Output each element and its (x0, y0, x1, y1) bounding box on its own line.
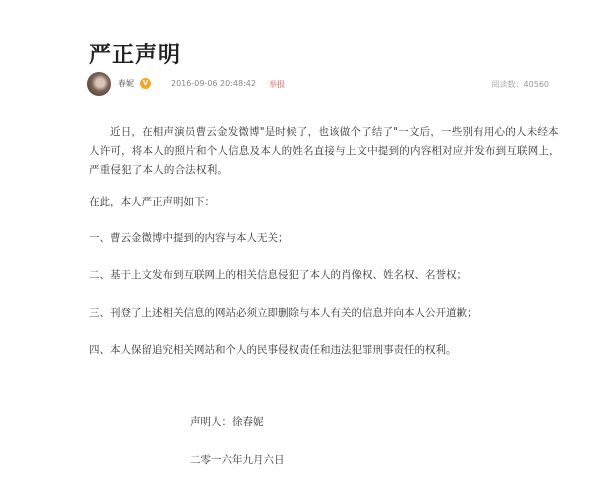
article-title: 严正声明 (89, 43, 182, 68)
author-name[interactable]: 春妮 (118, 79, 134, 88)
read-count: 阅读数：40560 (491, 80, 549, 89)
publish-date: 2016-09-06 20:48:42 (171, 79, 256, 88)
statement-item-3: 三、刊登了上述相关信息的网站必须立即删除与本人有关的信息并向本人公开道歉； (89, 307, 478, 319)
article-meta (87, 72, 549, 98)
verified-badge-icon: V (140, 78, 151, 89)
statement-item-2: 二、基于上文发布到互联网上的相关信息侵犯了本人的肖像权、姓名权、名誉权； (89, 269, 467, 281)
body-paragraph-intro: 近日，在相声演员曹云金发微博"是时候了，也该做个了结了"一文后，一些别有用心的人未经本人许可，将本人的照片和个人信息及本人的姓名直接与上文中提到的内容相对应并发布到互联网上，严重侵犯了本人的合法权利。 (89, 126, 560, 176)
statement-item-4: 四、本人保留追究相关网站和个人的民事侵权责任和违法犯罪刑事责任的权利。 (89, 344, 457, 356)
body-paragraph-declare: 在此，本人严正声明如下： (89, 196, 215, 208)
sign-date: 二零一六年九月六日 (190, 454, 285, 466)
statement-item-1: 一、曹云金微博中提到的内容与本人无关； (89, 232, 289, 244)
signer: 声明人：徐春妮 (190, 416, 264, 428)
report-link[interactable]: 举报 (269, 80, 285, 89)
avatar[interactable] (87, 72, 111, 96)
